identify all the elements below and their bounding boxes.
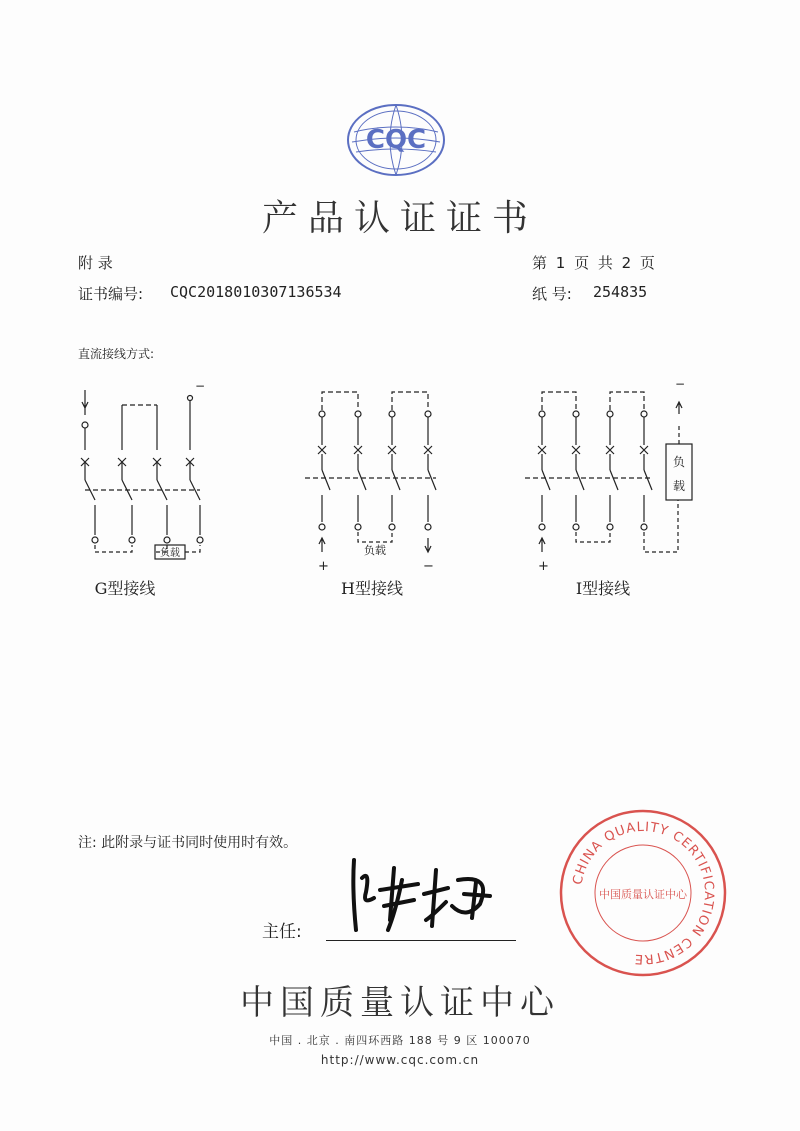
svg-text:−: − xyxy=(423,559,434,574)
cqc-logo xyxy=(346,102,446,178)
svg-text:CHINA QUALITY CERTIFICATION CE: CHINA QUALITY CERTIFICATION CENTRE xyxy=(570,819,717,967)
paper-number: 254835 xyxy=(593,283,648,301)
svg-text:−: − xyxy=(675,380,686,391)
h-wiring-caption: H型接线 xyxy=(341,579,403,598)
appendix-label: 附 录 xyxy=(78,254,113,272)
svg-text:负: 负 xyxy=(672,455,686,469)
svg-text:负载: 负载 xyxy=(364,544,386,557)
footer-url[interactable]: http://www.cqc.com.cn xyxy=(320,1053,480,1067)
g-wiring-diagram xyxy=(70,380,220,575)
i-wiring-caption: I型接线 xyxy=(575,579,631,598)
signature-line xyxy=(326,940,516,941)
validity-note: 注: 此附录与证书同时使用时有效。 xyxy=(78,835,298,851)
cert-number-label: 证书编号: xyxy=(78,285,144,303)
director-label: 主任: xyxy=(262,922,302,942)
svg-text:−: − xyxy=(195,380,206,393)
footer-org: 中国质量认证中心 xyxy=(240,983,560,1023)
section-label: 直流接线方式: xyxy=(78,347,155,361)
paper-number-label: 纸 号: xyxy=(532,285,572,303)
svg-text:+: + xyxy=(318,559,329,574)
svg-text:负载: 负载 xyxy=(160,548,180,559)
page-title: 产品认证证书 xyxy=(261,198,538,239)
director-signature xyxy=(340,850,510,940)
i-wiring-diagram xyxy=(520,380,700,575)
certification-stamp xyxy=(558,808,728,978)
cert-number: CQC2018010307136534 xyxy=(170,283,342,301)
svg-text:中国质量认证中心: 中国质量认证中心 xyxy=(599,888,687,901)
svg-text:载: 载 xyxy=(672,479,686,493)
g-wiring-caption: G型接线 xyxy=(94,579,156,598)
svg-text:+: + xyxy=(538,559,549,574)
svg-text:CQC: CQC xyxy=(365,125,427,155)
footer-address: 中国 . 北京 . 南四环西路 188 号 9 区 100070 xyxy=(269,1034,531,1047)
h-wiring-diagram xyxy=(300,380,450,575)
page-info: 第 1 页 共 2 页 xyxy=(532,254,657,272)
